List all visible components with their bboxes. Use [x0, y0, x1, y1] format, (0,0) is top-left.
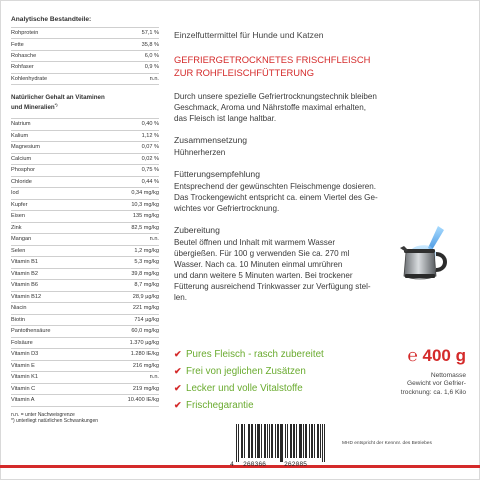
barcode-bars — [236, 424, 325, 462]
barcode-bar — [322, 424, 323, 462]
barcode-bar — [282, 424, 283, 462]
table-row: Rohprotein 57,1 % — [11, 27, 159, 39]
barcode-bar — [285, 424, 286, 458]
net-weight: ℮ 400 g — [407, 346, 466, 365]
analytic-table — [11, 27, 159, 85]
table-row: Selen 1,2 mg/kg — [11, 246, 159, 258]
barcode-bar — [271, 424, 272, 458]
intro-text: Durch unsere spezielle Gefriertrocknungstechnik bleiben Geschmack, Aroma und Nährstoffe maximal erhalten, das Fleisch ist lange haltbar. — [174, 92, 377, 123]
product-subtitle: Einzelfuttermittel für Hunde und Katzen — [174, 30, 324, 40]
preparation-heading: Zubereitung — [174, 225, 220, 235]
table-row: Phosphor 0,75 % — [11, 165, 159, 177]
barcode-digit-first: 4 — [230, 461, 234, 468]
barcode-bar — [272, 424, 273, 458]
table-row: Vitamin D3 1.280 IE/kg — [11, 349, 159, 361]
table-row: Rohasche 6,0 % — [11, 51, 159, 62]
barcode-bar — [299, 424, 300, 458]
barcode-bar — [305, 424, 306, 458]
barcode-bar — [309, 424, 310, 458]
barcode-bar — [294, 424, 295, 458]
barcode-bar — [280, 424, 281, 462]
barcode-bar — [303, 424, 304, 458]
table-row: Magnesium 0,07 % — [11, 142, 159, 154]
barcode-bar — [296, 424, 297, 458]
table-row: Biotin 714 µg/kg — [11, 315, 159, 327]
barcode-bar — [278, 424, 279, 458]
preparation-section: Zubereitung Beutel öffnen und Inhalt mit warmem Wasser übergießen. Für 100 g verwenden Sie ca. 270 ml Wasser. Nach ca. 10 Minuten einmal umrühren und dann weitere 5 Minuten warten. Bei trockener Fütterung ausreichend Trinkwasser zur Verfügung stel- len. — [174, 225, 396, 303]
table-row: Kupfer 10,3 mg/kg — [11, 200, 159, 212]
nutrient-panel — [11, 10, 159, 424]
barcode-digits-left: 260366 — [243, 461, 267, 468]
table-row: Vitamin K1 n.n. — [11, 372, 159, 384]
barcode-bar — [293, 424, 294, 458]
barcode-digits-right: 262085 — [284, 461, 308, 468]
barcode — [228, 422, 328, 468]
list-item: ✔ Frei von jeglichen Zusätzen — [174, 366, 306, 377]
barcode-bar — [249, 424, 250, 458]
barcode-bar — [238, 424, 239, 462]
benefit-list — [174, 346, 374, 414]
barcode-bar — [248, 424, 249, 458]
analytic-title: Analytische Bestandteile: — [11, 16, 92, 23]
table-row: Pantothensäure 60,0 mg/kg — [11, 326, 159, 338]
list-item: ✔ Lecker und volle Vitalstoffe — [174, 383, 303, 394]
table-row: Eisen 135 mg/kg — [11, 211, 159, 223]
barcode-bar — [277, 424, 278, 458]
barcode-bar — [244, 424, 245, 458]
feeding-section: Fütterungsempfehlung Entsprechend der gewünschten Fleischmenge dosieren. Das Trockengewicht entspricht ca. einem Viertel des Ge- wichtes vor Gefriertrocknung. — [174, 169, 466, 214]
barcode-bar — [255, 424, 256, 458]
barcode-bar — [324, 424, 325, 462]
barcode-bar — [314, 424, 315, 458]
barcode-bar — [281, 424, 282, 462]
table-row: Natrium 0,40 % — [11, 118, 159, 131]
natural-content-title: Natürlicher Gehalt an Vitaminen und Mineralien*) — [11, 93, 105, 112]
barcode-bar — [300, 424, 301, 458]
check-icon: ✔ — [174, 349, 182, 359]
mhd-note: MHD entspricht der Kennnr. des Betriebes — [342, 441, 432, 446]
barcode-bar — [251, 424, 252, 458]
table-row: Fette 35,8 % — [11, 39, 159, 50]
table-row: Calcium 0,02 % — [11, 154, 159, 166]
list-item: ✔ Frischegarantie — [174, 400, 254, 411]
check-icon: ✔ — [174, 383, 182, 393]
table-row: Vitamin B2 39,8 mg/kg — [11, 269, 159, 281]
feeding-heading: Fütterungsempfehlung — [174, 169, 260, 179]
table-row: Kalium 1,12 % — [11, 131, 159, 143]
table-row: Folsäure 1.370 µg/kg — [11, 338, 159, 350]
barcode-bar — [241, 424, 242, 458]
barcode-bar — [252, 424, 253, 458]
table-row: Vitamin B1 5,3 mg/kg — [11, 257, 159, 269]
table-row: Vitamin E 216 mg/kg — [11, 361, 159, 373]
barcode-bar — [259, 424, 260, 458]
barcode-bar — [320, 424, 321, 458]
barcode-bar — [306, 424, 307, 458]
barcode-bar — [290, 424, 291, 458]
barcode-bar — [261, 424, 262, 458]
barcode-bar — [242, 424, 243, 458]
kettle-icon — [400, 224, 456, 282]
barcode-bar — [318, 424, 319, 458]
check-icon: ✔ — [174, 366, 182, 376]
natural-content-table — [11, 118, 159, 407]
barcode-bar — [258, 424, 259, 458]
table-row: Iod 0,34 mg/kg — [11, 188, 159, 200]
barcode-bar — [257, 424, 258, 458]
barcode-bar — [236, 424, 237, 462]
barcode-bar — [291, 424, 292, 458]
barcode-bar — [317, 424, 318, 458]
net-weight-note: Nettomasse Gewicht vor Gefrier- trocknung: ca. 1,6 Kilo — [400, 372, 466, 396]
barcode-bar — [287, 424, 288, 458]
composition-heading: Zusammensetzung — [174, 135, 248, 145]
table-row: Kohlenhydrate n.n. — [11, 74, 159, 85]
table-row: Rohfaser 0,9 % — [11, 62, 159, 73]
barcode-bar — [269, 424, 270, 458]
composition-section: Zusammensetzung Hühnerherzen — [174, 135, 466, 158]
check-icon: ✔ — [174, 400, 182, 410]
table-row: Zink 82,5 mg/kg — [11, 223, 159, 235]
barcode-bar — [265, 424, 266, 458]
barcode-bar — [311, 424, 312, 458]
net-weight-block — [380, 346, 466, 397]
footnotes: n.n. = unter Nachweisgrenze *) unterliegt natürlichen Schwankungen — [11, 411, 98, 424]
table-row: Vitamin C 219 mg/kg — [11, 384, 159, 396]
table-row: Vitamin B6 8,7 mg/kg — [11, 280, 159, 292]
list-item: ✔ Pures Fleisch - rasch zubereitet — [174, 349, 324, 360]
barcode-bar — [264, 424, 265, 458]
table-row: Vitamin A 10.400 IE/kg — [11, 395, 159, 407]
table-row: Mangan n.n. — [11, 234, 159, 246]
barcode-bar — [275, 424, 276, 458]
product-headline: GEFRIERGETROCKNETES FRISCHFLEISCH ZUR ROHFLEISCHFÜTTERUNG — [174, 54, 371, 78]
table-row: Niacin 221 mg/kg — [11, 303, 159, 315]
table-row: Chloride 0,44 % — [11, 177, 159, 189]
barcode-bar — [301, 424, 302, 458]
barcode-bar — [312, 424, 313, 458]
table-row: Vitamin B12 28,9 µg/kg — [11, 292, 159, 304]
barcode-bar — [267, 424, 268, 458]
